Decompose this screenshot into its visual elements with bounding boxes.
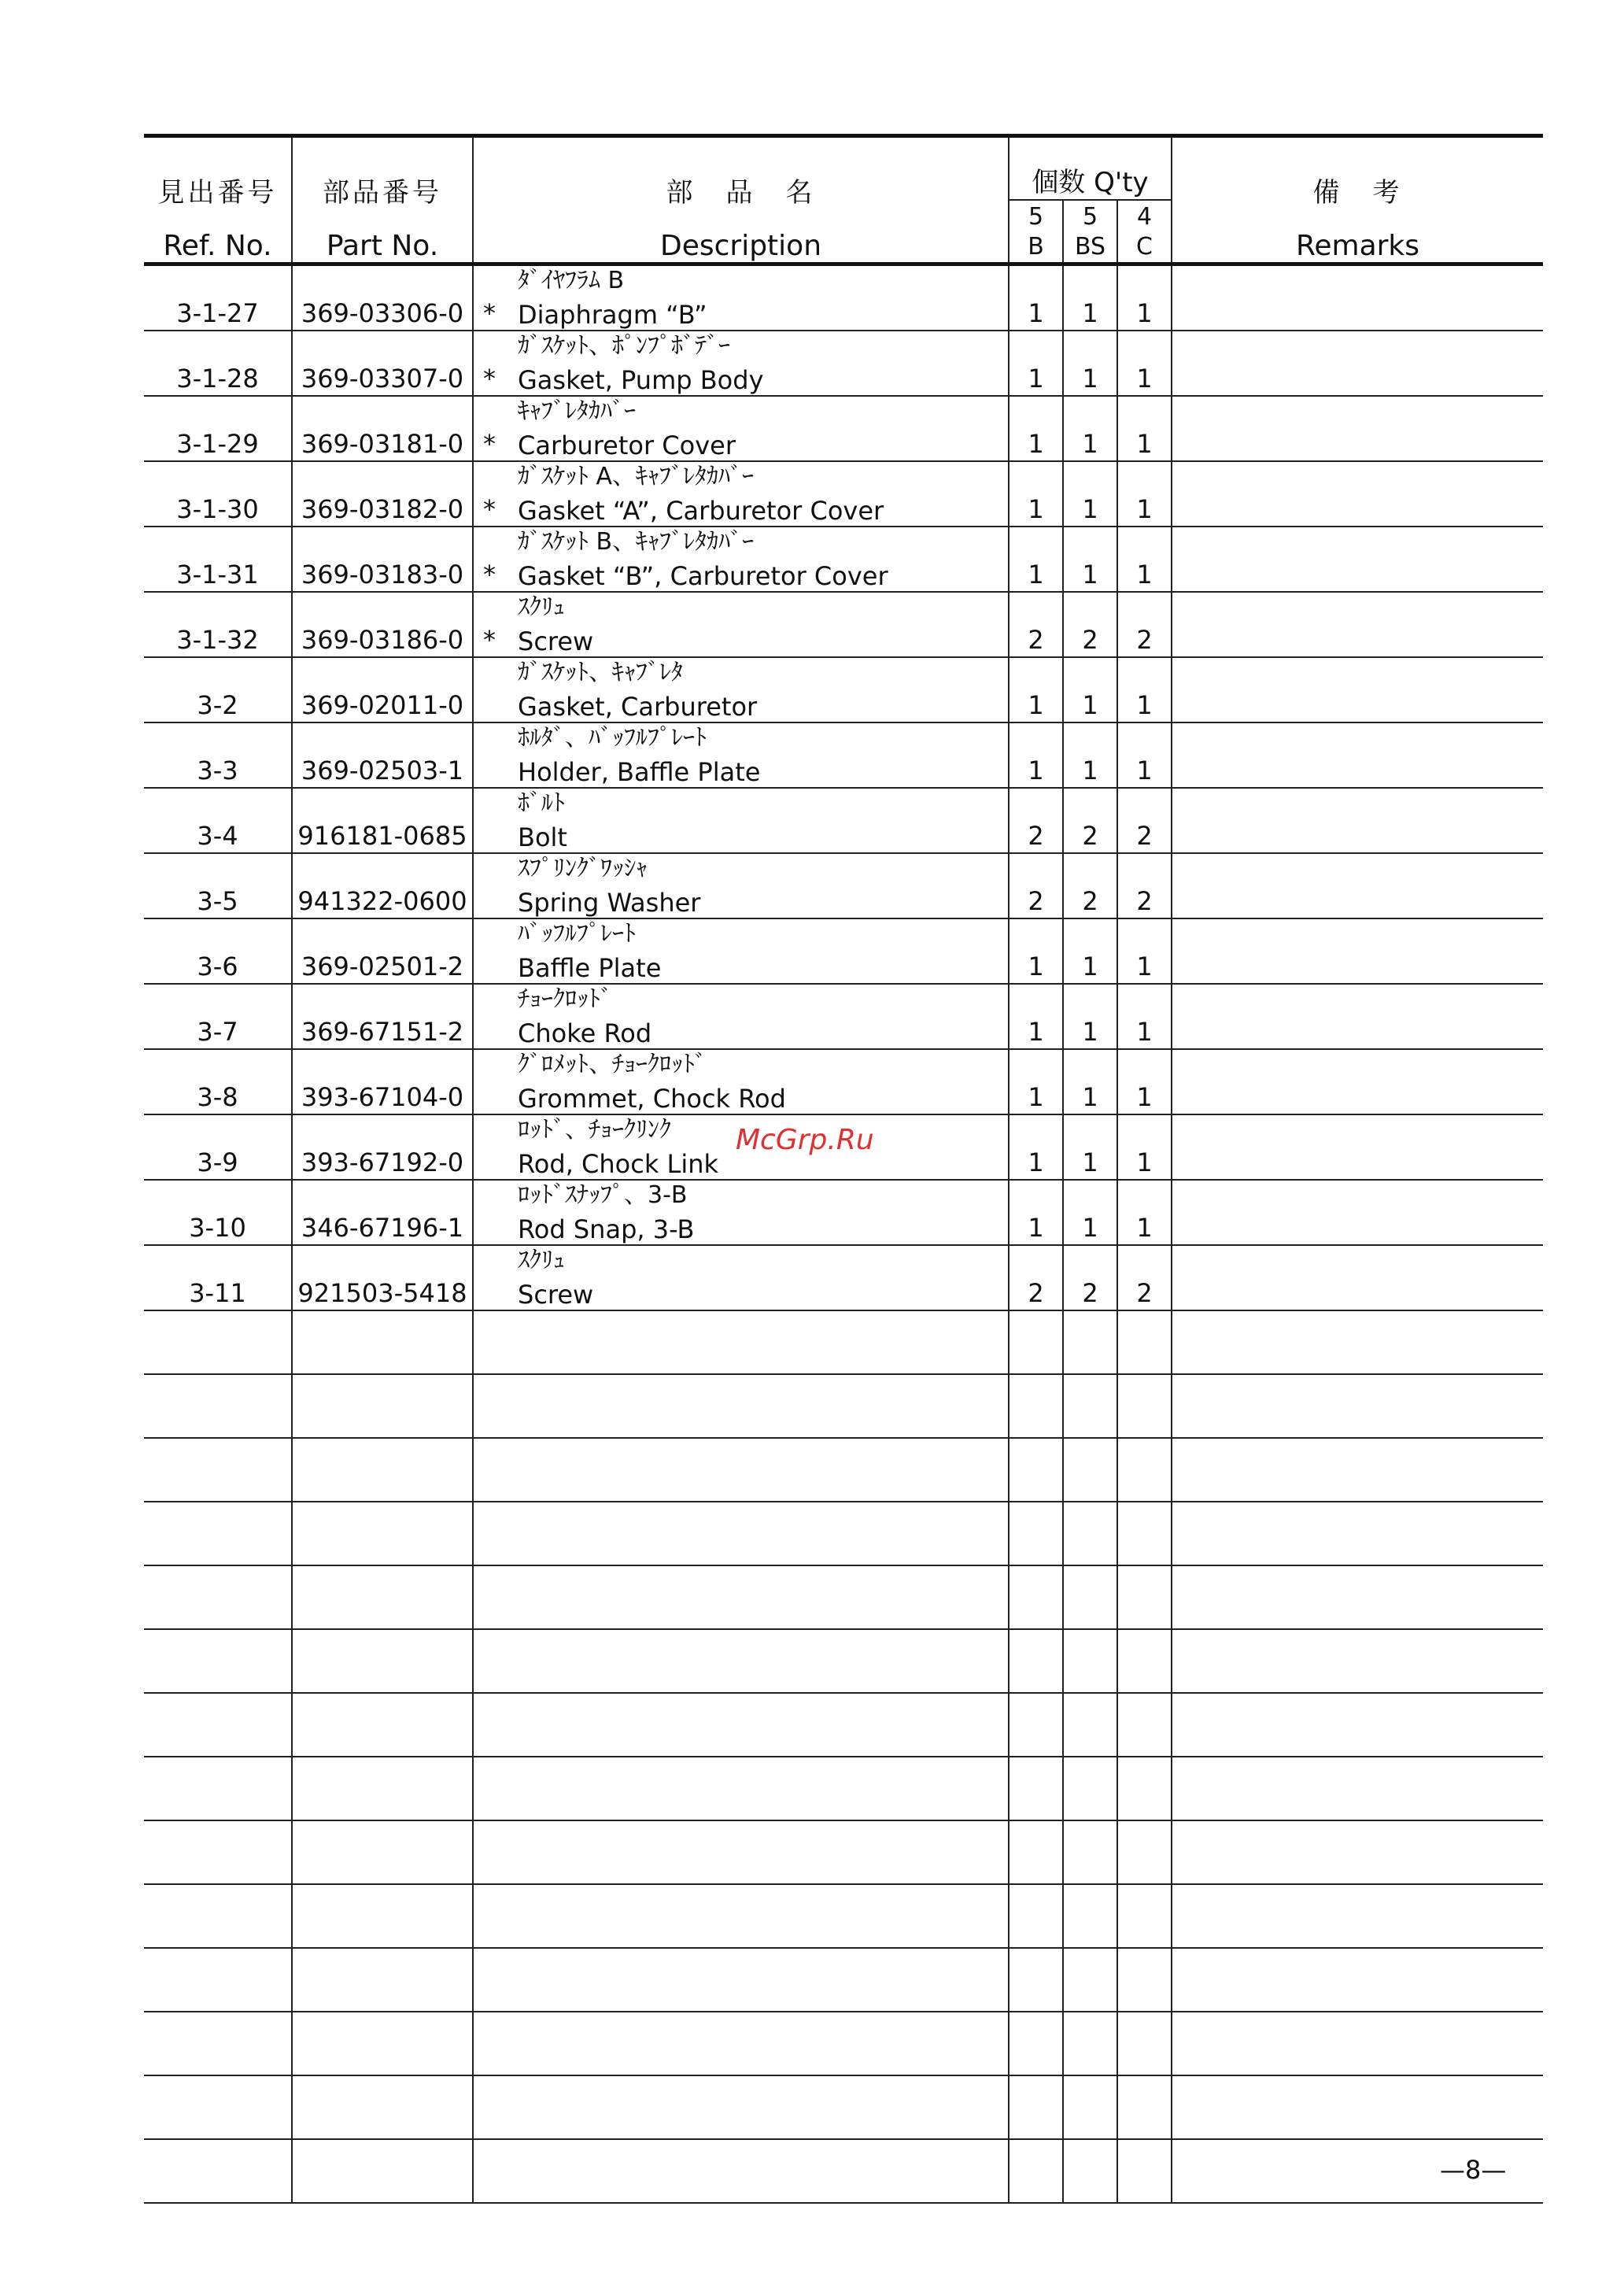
empty-cell [1063, 1757, 1117, 1820]
qty-5bs-cell: 1 [1063, 461, 1117, 527]
empty-cell [1009, 1438, 1063, 1502]
qty-5b-cell: 1 [1009, 331, 1063, 396]
description-jp: ﾀﾞｲﾔﾌﾗﾑ B [518, 267, 625, 294]
empty-cell [1009, 2075, 1063, 2139]
empty-cell [144, 1310, 292, 1374]
table-row [144, 657, 1543, 722]
qty-4c-cell: 1 [1117, 461, 1172, 527]
table-row [144, 918, 1543, 984]
empty-cell [1117, 2139, 1172, 2203]
part-no-cell: 921503-5418 [292, 1245, 473, 1310]
description-en: Rod, Chock Link [518, 1149, 719, 1179]
empty-cell [473, 1820, 1009, 1884]
ref-no-cell: 3-9 [144, 1114, 292, 1180]
empty-cell [1063, 1565, 1117, 1629]
empty-cell [1172, 1820, 1543, 1884]
qty-5bs-cell: 1 [1063, 1114, 1117, 1180]
header-description [473, 136, 1009, 264]
table-row [144, 461, 1543, 527]
header-qty: 個数 Q'ty [1009, 136, 1172, 201]
description-jp: ﾛｯﾄﾞ、ﾁｮｰｸﾘﾝｸ [518, 1116, 671, 1144]
header-ref-jp: 見出番号 [157, 177, 278, 209]
ref-no-cell: 3-11 [144, 1245, 292, 1310]
qty-4c-cell: 1 [1117, 918, 1172, 984]
remarks-cell [1172, 918, 1543, 984]
table-row [144, 527, 1543, 592]
asterisk-mark: * [483, 429, 496, 459]
part-no-cell: 346-67196-1 [292, 1180, 473, 1245]
part-no-cell: 369-02503-1 [292, 722, 473, 788]
qty-4c-cell: 1 [1117, 657, 1172, 722]
empty-table-row [144, 2075, 1543, 2139]
empty-cell [473, 1757, 1009, 1820]
remarks-cell [1172, 1245, 1543, 1310]
empty-cell [473, 1565, 1009, 1629]
description-cell [473, 788, 1009, 853]
empty-cell [1117, 1565, 1172, 1629]
empty-cell [1009, 1948, 1063, 2012]
part-no-cell: 393-67192-0 [292, 1114, 473, 1180]
empty-cell [473, 2012, 1009, 2075]
qty-5bs-cell: 1 [1063, 331, 1117, 396]
asterisk-mark: * [483, 364, 496, 394]
remarks-cell [1172, 1180, 1543, 1245]
description-jp: ﾁｮｰｸﾛｯﾄﾞ [518, 985, 612, 1013]
table-row [144, 984, 1543, 1049]
empty-cell [1172, 1310, 1543, 1374]
empty-cell [292, 2012, 473, 2075]
empty-cell [473, 1310, 1009, 1374]
table-row [144, 331, 1543, 396]
qty-5b-cell: 2 [1009, 592, 1063, 657]
part-no-cell: 369-03181-0 [292, 396, 473, 461]
empty-cell [144, 1820, 292, 1884]
description-cell [473, 527, 1009, 592]
description-cell [473, 592, 1009, 657]
description-en: Gasket “B”, Carburetor Cover [518, 561, 888, 591]
empty-cell [473, 1374, 1009, 1438]
header-qty-5bs: 5 BS [1063, 200, 1117, 264]
empty-cell [473, 1502, 1009, 1565]
qty-5b-cell: 2 [1009, 788, 1063, 853]
empty-cell [292, 1438, 473, 1502]
ref-no-cell: 3-1-29 [144, 396, 292, 461]
empty-cell [1009, 1502, 1063, 1565]
header-qty-5b: 5 B [1009, 200, 1063, 264]
empty-cell [473, 1693, 1009, 1757]
ref-no-cell: 3-8 [144, 1049, 292, 1114]
header-part-en: Part No. [326, 230, 439, 262]
description-en: Gasket, Carburetor [518, 692, 758, 722]
qty-4c-cell: 2 [1117, 853, 1172, 918]
qty-4c-cell: 1 [1117, 396, 1172, 461]
empty-cell [144, 1374, 292, 1438]
qty-4c-cell: 1 [1117, 722, 1172, 788]
part-no-cell: 393-67104-0 [292, 1049, 473, 1114]
table-row [144, 264, 1543, 331]
description-cell [473, 657, 1009, 722]
empty-cell [1172, 1565, 1543, 1629]
empty-cell [1063, 2075, 1117, 2139]
description-jp: ｽｸﾘｭ [518, 593, 565, 621]
description-jp: ｶﾞｽｹｯﾄ、ﾎﾟﾝﾌﾟﾎﾞﾃﾞｰ [518, 332, 730, 360]
empty-cell [144, 1948, 292, 2012]
empty-cell [1117, 1438, 1172, 1502]
part-no-cell: 369-03307-0 [292, 331, 473, 396]
remarks-cell [1172, 461, 1543, 527]
empty-cell [1172, 1757, 1543, 1820]
empty-cell [1063, 1310, 1117, 1374]
description-en: Choke Rod [518, 1018, 652, 1048]
remarks-cell [1172, 853, 1543, 918]
description-en: Baffle Plate [518, 953, 662, 983]
description-en: Rod Snap, 3-B [518, 1214, 695, 1244]
header-ref-no [144, 136, 292, 264]
description-jp: ｶﾞｽｹｯﾄ、ｷｬﾌﾞﾚﾀ [518, 659, 683, 686]
description-jp: ﾎﾞﾙﾄ [518, 789, 565, 817]
qty-5bs-cell: 1 [1063, 1049, 1117, 1114]
description-en: Carburetor Cover [518, 431, 736, 460]
empty-cell [1172, 1884, 1543, 1948]
empty-cell [292, 1693, 473, 1757]
parts-table [144, 134, 1543, 2204]
empty-cell [1172, 1693, 1543, 1757]
remarks-cell [1172, 722, 1543, 788]
header-qty-4c: 4 C [1117, 200, 1172, 264]
table-row [144, 1049, 1543, 1114]
part-no-cell: 369-03183-0 [292, 527, 473, 592]
empty-cell [473, 1884, 1009, 1948]
qty-5bs-cell: 2 [1063, 788, 1117, 853]
header-ref-en: Ref. No. [163, 230, 272, 262]
empty-cell [1009, 2012, 1063, 2075]
empty-cell [1172, 1374, 1543, 1438]
empty-cell [1117, 2075, 1172, 2139]
empty-cell [292, 1948, 473, 2012]
qty-4c-cell: 1 [1117, 264, 1172, 331]
empty-cell [1172, 1502, 1543, 1565]
empty-cell [1009, 1629, 1063, 1693]
table-row [144, 396, 1543, 461]
description-cell [473, 853, 1009, 918]
qty-5b-cell: 1 [1009, 984, 1063, 1049]
description-jp: ｶﾞｽｹｯﾄ B、ｷｬﾌﾞﾚﾀｶﾊﾞｰ [518, 528, 755, 556]
header-part-no [292, 136, 473, 264]
empty-cell [1063, 2139, 1117, 2203]
empty-cell [292, 2075, 473, 2139]
header-remarks-en: Remarks [1295, 230, 1420, 262]
description-cell [473, 264, 1009, 331]
description-cell [473, 722, 1009, 788]
empty-cell [473, 2139, 1009, 2203]
part-no-cell: 369-03182-0 [292, 461, 473, 527]
qty-4c-cell: 1 [1117, 331, 1172, 396]
table-row [144, 853, 1543, 918]
empty-cell [1063, 1884, 1117, 1948]
qty-5bs-cell: 1 [1063, 527, 1117, 592]
empty-cell [1117, 1948, 1172, 2012]
empty-cell [144, 1884, 292, 1948]
ref-no-cell: 3-1-30 [144, 461, 292, 527]
qty-5b-cell: 1 [1009, 527, 1063, 592]
empty-cell [473, 1629, 1009, 1693]
header-remarks [1172, 136, 1543, 264]
qty-5b-cell: 1 [1009, 1180, 1063, 1245]
description-jp: ﾎﾙﾀﾞ、ﾊﾞｯﾌﾙﾌﾟﾚｰﾄ [518, 724, 707, 752]
part-no-cell: 941322-0600 [292, 853, 473, 918]
ref-no-cell: 3-6 [144, 918, 292, 984]
empty-cell [292, 1502, 473, 1565]
empty-cell [144, 1438, 292, 1502]
qty-4c-cell: 2 [1117, 592, 1172, 657]
description-cell [473, 461, 1009, 527]
part-no-cell: 916181-0685 [292, 788, 473, 853]
empty-cell [1117, 2012, 1172, 2075]
description-cell [473, 918, 1009, 984]
description-en: Spring Washer [518, 888, 701, 918]
qty-5bs-cell: 1 [1063, 984, 1117, 1049]
empty-table-row [144, 1820, 1543, 1884]
ref-no-cell: 3-1-27 [144, 264, 292, 331]
empty-cell [144, 2012, 292, 2075]
empty-cell [144, 1565, 292, 1629]
qty-5b-cell: 1 [1009, 461, 1063, 527]
empty-cell [1009, 2139, 1063, 2203]
empty-cell [144, 1757, 292, 1820]
empty-cell [1009, 1310, 1063, 1374]
empty-cell [1172, 2012, 1543, 2075]
empty-cell [144, 1502, 292, 1565]
description-en: Holder, Baffle Plate [518, 757, 761, 787]
description-cell [473, 1245, 1009, 1310]
description-cell [473, 1180, 1009, 1245]
empty-cell [1117, 1757, 1172, 1820]
empty-cell [1063, 1502, 1117, 1565]
empty-cell [144, 2139, 292, 2203]
asterisk-mark: * [483, 494, 496, 524]
table-row [144, 592, 1543, 657]
empty-cell [292, 1374, 473, 1438]
ref-no-cell: 3-1-32 [144, 592, 292, 657]
description-jp: ｷｬﾌﾞﾚﾀｶﾊﾞｰ [518, 397, 636, 425]
empty-cell [1117, 1693, 1172, 1757]
empty-cell [473, 1438, 1009, 1502]
remarks-cell [1172, 788, 1543, 853]
remarks-cell [1172, 984, 1543, 1049]
ref-no-cell: 3-4 [144, 788, 292, 853]
qty-5b-cell: 1 [1009, 918, 1063, 984]
empty-table-row [144, 1693, 1543, 1757]
table-row [144, 1245, 1543, 1310]
empty-cell [292, 2139, 473, 2203]
empty-cell [1172, 2075, 1543, 2139]
qty-5b-cell: 1 [1009, 1114, 1063, 1180]
ref-no-cell: 3-1-28 [144, 331, 292, 396]
qty-5bs-cell: 1 [1063, 264, 1117, 331]
remarks-cell [1172, 331, 1543, 396]
empty-table-row [144, 1948, 1543, 2012]
description-jp: ｽｸﾘｭ [518, 1247, 565, 1274]
qty-5b-cell: 1 [1009, 264, 1063, 331]
ref-no-cell: 3-2 [144, 657, 292, 722]
empty-cell [1009, 1884, 1063, 1948]
empty-table-row [144, 1502, 1543, 1565]
empty-cell [1117, 1502, 1172, 1565]
description-en: Screw [518, 626, 594, 656]
empty-cell [1063, 1374, 1117, 1438]
remarks-cell [1172, 527, 1543, 592]
description-en: Screw [518, 1280, 594, 1310]
part-no-cell: 369-03306-0 [292, 264, 473, 331]
header-desc-en: Description [659, 230, 822, 262]
header-remarks-jp: 備 考 [1312, 177, 1403, 209]
qty-4c-cell: 1 [1117, 1049, 1172, 1114]
empty-table-row [144, 1310, 1543, 1374]
qty-5bs-cell: 1 [1063, 1180, 1117, 1245]
empty-cell [1117, 1820, 1172, 1884]
qty-4c-cell: 1 [1117, 984, 1172, 1049]
table-row [144, 722, 1543, 788]
qty-5bs-cell: 2 [1063, 1245, 1117, 1310]
empty-cell [473, 1948, 1009, 2012]
remarks-cell [1172, 592, 1543, 657]
qty-5b-cell: 1 [1009, 722, 1063, 788]
header-desc-jp: 部 品 名 [666, 177, 816, 209]
description-en: Bolt [518, 822, 567, 852]
qty-5b-cell: 1 [1009, 1049, 1063, 1114]
empty-table-row [144, 1884, 1543, 1948]
ref-no-cell: 3-10 [144, 1180, 292, 1245]
header-part-jp: 部品番号 [323, 177, 442, 209]
table-row [144, 1180, 1543, 1245]
empty-cell [1063, 1948, 1117, 2012]
empty-table-row [144, 2012, 1543, 2075]
qty-5b-cell: 2 [1009, 1245, 1063, 1310]
description-en: Grommet, Chock Rod [518, 1084, 786, 1114]
description-cell [473, 331, 1009, 396]
empty-cell [1172, 1438, 1543, 1502]
description-en: Gasket “A”, Carburetor Cover [518, 496, 884, 526]
empty-cell [292, 1565, 473, 1629]
qty-5bs-cell: 1 [1063, 918, 1117, 984]
empty-cell [1063, 1438, 1117, 1502]
remarks-cell [1172, 1114, 1543, 1180]
empty-table-row [144, 1374, 1543, 1438]
watermark: McGrp.Ru [736, 1124, 874, 1156]
description-jp: ｸﾞﾛﾒｯﾄ、ﾁｮｰｸﾛｯﾄﾞ [518, 1051, 707, 1078]
empty-cell [473, 2075, 1009, 2139]
empty-cell [1172, 1948, 1543, 2012]
empty-cell [1063, 1693, 1117, 1757]
empty-cell [144, 2075, 292, 2139]
empty-cell [1063, 1820, 1117, 1884]
empty-cell [1063, 2012, 1117, 2075]
description-jp: ﾊﾞｯﾌﾙﾌﾟﾚｰﾄ [518, 920, 636, 948]
asterisk-mark: * [483, 560, 496, 589]
empty-table-row [144, 1757, 1543, 1820]
empty-cell [1009, 1757, 1063, 1820]
qty-5b-cell: 2 [1009, 853, 1063, 918]
description-en: Gasket, Pump Body [518, 365, 764, 395]
remarks-cell [1172, 1049, 1543, 1114]
empty-cell [1172, 1629, 1543, 1693]
remarks-cell [1172, 657, 1543, 722]
qty-5bs-cell: 1 [1063, 722, 1117, 788]
empty-cell [292, 1757, 473, 1820]
asterisk-mark: * [483, 298, 496, 328]
part-no-cell: 369-02011-0 [292, 657, 473, 722]
part-no-cell: 369-02501-2 [292, 918, 473, 984]
qty-5bs-cell: 1 [1063, 396, 1117, 461]
description-cell [473, 396, 1009, 461]
qty-5b-cell: 1 [1009, 396, 1063, 461]
description-jp: ｽﾌﾟﾘﾝｸﾞﾜｯｼｬ [518, 855, 648, 882]
ref-no-cell: 3-3 [144, 722, 292, 788]
qty-5bs-cell: 2 [1063, 592, 1117, 657]
empty-cell [292, 1310, 473, 1374]
part-no-cell: 369-03186-0 [292, 592, 473, 657]
empty-cell [144, 1693, 292, 1757]
qty-4c-cell: 1 [1117, 1114, 1172, 1180]
empty-cell [1009, 1820, 1063, 1884]
qty-4c-cell: 1 [1117, 1180, 1172, 1245]
asterisk-mark: * [483, 625, 496, 655]
empty-cell [1117, 1374, 1172, 1438]
empty-cell [144, 1629, 292, 1693]
qty-4c-cell: 1 [1117, 527, 1172, 592]
empty-table-row [144, 1629, 1543, 1693]
empty-cell [1009, 1374, 1063, 1438]
description-jp: ｶﾞｽｹｯﾄ A、ｷｬﾌﾞﾚﾀｶﾊﾞｰ [518, 463, 755, 490]
description-cell [473, 1049, 1009, 1114]
qty-5bs-cell: 2 [1063, 853, 1117, 918]
empty-cell [292, 1884, 473, 1948]
description-jp: ﾛｯﾄﾞｽﾅｯﾌﾟ、3-B [518, 1181, 688, 1209]
qty-4c-cell: 2 [1117, 1245, 1172, 1310]
empty-cell [1117, 1629, 1172, 1693]
empty-cell [292, 1629, 473, 1693]
empty-cell [1009, 1565, 1063, 1629]
empty-table-row [144, 2139, 1543, 2203]
description-cell [473, 984, 1009, 1049]
parts-table-body [144, 264, 1543, 2204]
empty-table-row [144, 1565, 1543, 1629]
qty-5bs-cell: 1 [1063, 657, 1117, 722]
empty-table-row [144, 1438, 1543, 1502]
empty-cell [1063, 1629, 1117, 1693]
empty-cell [1117, 1884, 1172, 1948]
qty-5b-cell: 1 [1009, 657, 1063, 722]
qty-4c-cell: 2 [1117, 788, 1172, 853]
ref-no-cell: 3-7 [144, 984, 292, 1049]
ref-no-cell: 3-1-31 [144, 527, 292, 592]
part-no-cell: 369-67151-2 [292, 984, 473, 1049]
ref-no-cell: 3-5 [144, 853, 292, 918]
table-row [144, 788, 1543, 853]
empty-cell [292, 1820, 473, 1884]
description-en: Diaphragm “B” [518, 300, 707, 330]
empty-cell [1117, 1310, 1172, 1374]
remarks-cell [1172, 264, 1543, 331]
page-number: —8— [1440, 2155, 1507, 2185]
remarks-cell [1172, 396, 1543, 461]
empty-cell [1009, 1693, 1063, 1757]
